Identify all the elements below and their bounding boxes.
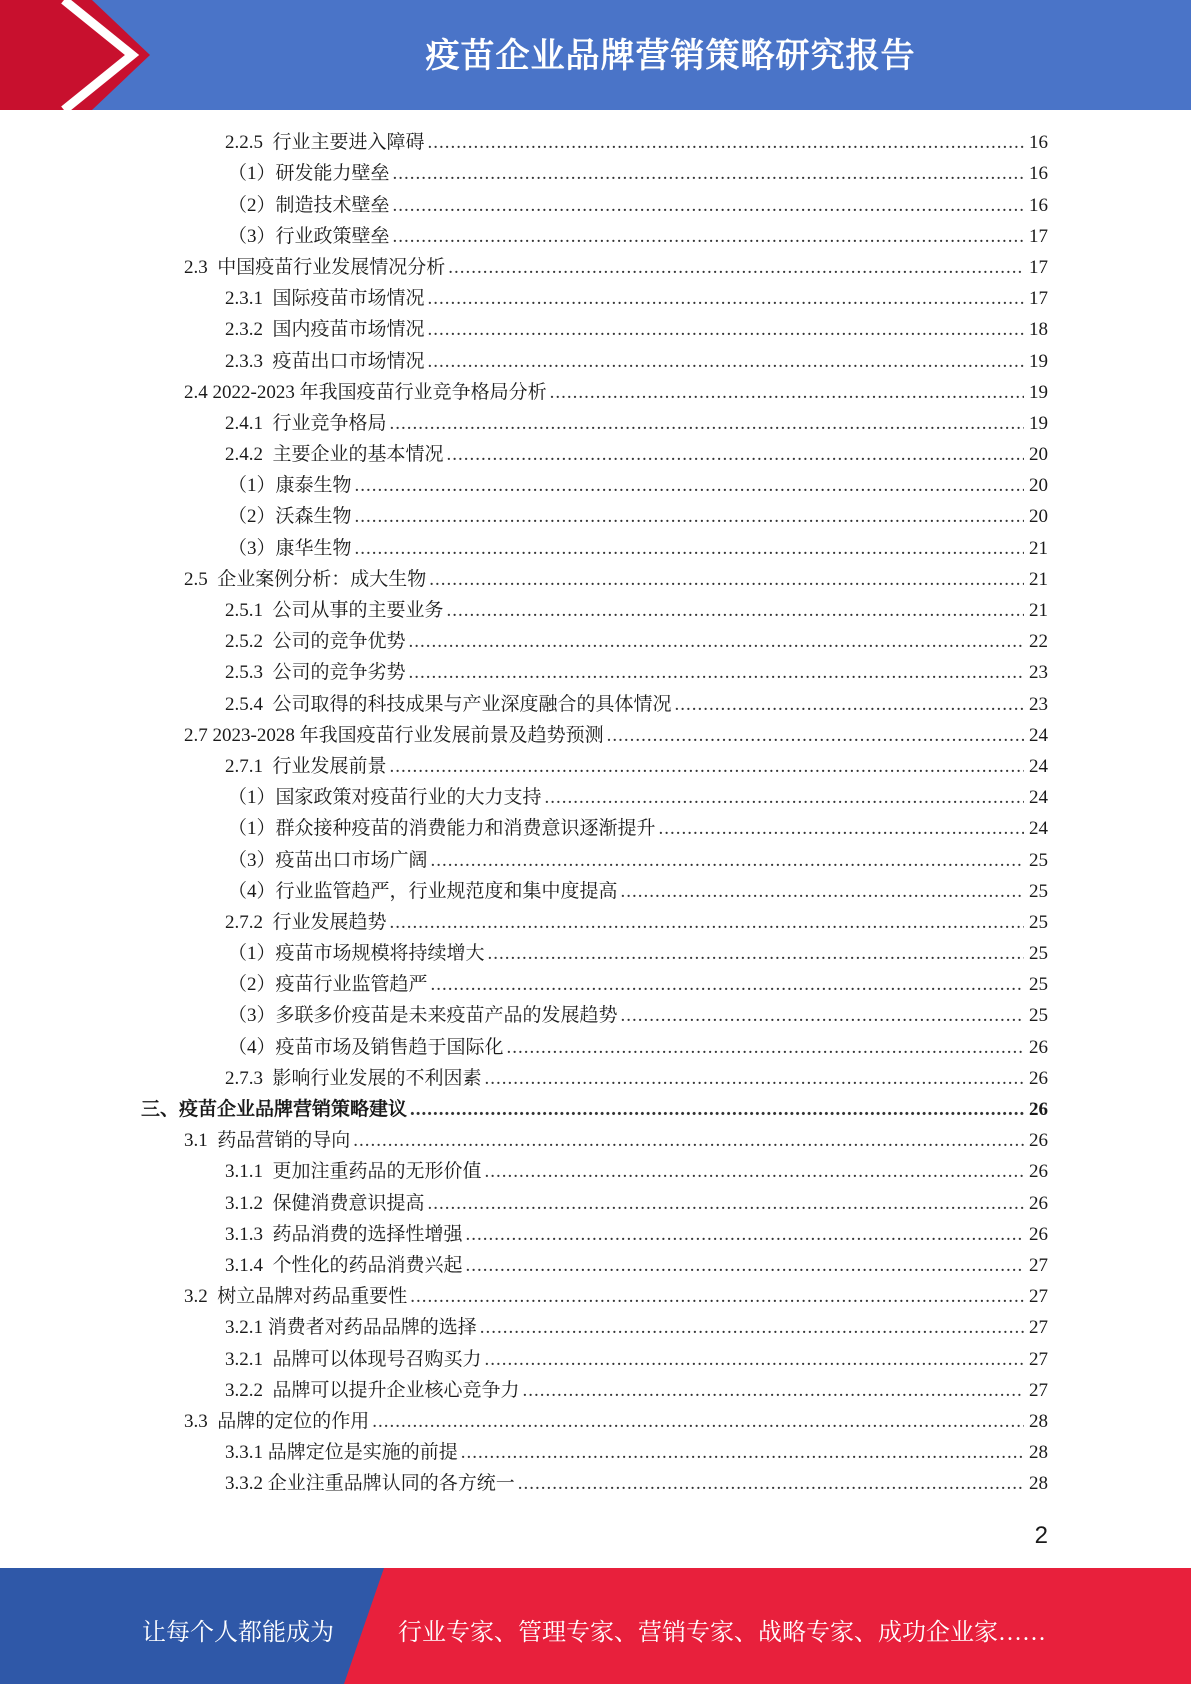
toc-dot-leader bbox=[507, 1037, 1024, 1059]
toc-entry-title: （1）研发能力壁垒 bbox=[228, 163, 390, 185]
toc-entry[interactable] bbox=[0, 159, 1191, 190]
toc-entry-page: 21 bbox=[1029, 568, 1048, 590]
toc-entry[interactable] bbox=[0, 877, 1191, 908]
toc-entry[interactable] bbox=[0, 1126, 1191, 1157]
toc-dot-leader bbox=[485, 1161, 1024, 1183]
toc-entry[interactable] bbox=[0, 440, 1191, 471]
toc-dot-leader bbox=[393, 163, 1024, 185]
toc-entry[interactable] bbox=[0, 1220, 1191, 1251]
toc-entry-title: 3.2.1 消费者对药品品牌的选择 bbox=[225, 1317, 477, 1339]
toc-entry-title: 3.1 药品营销的导向 bbox=[184, 1130, 351, 1152]
toc-entry-title: 2.4.2 主要企业的基本情况 bbox=[225, 444, 444, 466]
toc-entry[interactable] bbox=[0, 222, 1191, 253]
toc-entry-title: （1）国家政策对疫苗行业的大力支持 bbox=[228, 787, 542, 809]
toc-entry-page: 28 bbox=[1029, 1473, 1048, 1495]
toc-entry[interactable] bbox=[0, 1188, 1191, 1219]
toc-dot-leader bbox=[675, 694, 1024, 716]
page-footer bbox=[0, 1568, 1191, 1684]
toc-entry[interactable] bbox=[0, 1313, 1191, 1344]
toc-dot-leader bbox=[355, 475, 1024, 497]
toc-entry-page: 25 bbox=[1029, 849, 1048, 871]
toc-entry-title: 3.1.1 更加注重药品的无形价值 bbox=[225, 1161, 482, 1183]
toc-entry[interactable] bbox=[0, 284, 1191, 315]
toc-entry-page: 19 bbox=[1029, 381, 1048, 403]
toc-dot-leader bbox=[372, 1411, 1024, 1433]
toc-entry-title: （3）多联多价疫苗是未来疫苗产品的发展趋势 bbox=[228, 1005, 618, 1027]
toc-entry-page: 26 bbox=[1029, 1223, 1048, 1245]
toc-entry-page: 25 bbox=[1029, 911, 1048, 933]
toc-entry[interactable] bbox=[0, 190, 1191, 221]
toc-entry-page: 24 bbox=[1029, 787, 1048, 809]
toc-entry-page: 26 bbox=[1029, 1067, 1048, 1089]
toc-entry-title: 2.3.2 国内疫苗市场情况 bbox=[225, 319, 425, 341]
toc-entry[interactable] bbox=[0, 1469, 1191, 1500]
toc-entry-title: （4）疫苗市场及销售趋于国际化 bbox=[228, 1036, 504, 1058]
table-of-contents bbox=[0, 128, 1191, 1500]
page-title: 疫苗企业品牌营销策略研究报告 bbox=[425, 36, 916, 76]
toc-entry-title: 3.2 树立品牌对药品重要性 bbox=[184, 1286, 408, 1308]
toc-entry-title: 3.1.2 保健消费意识提高 bbox=[225, 1192, 425, 1214]
toc-entry-page: 24 bbox=[1029, 818, 1048, 840]
toc-entry[interactable] bbox=[0, 908, 1191, 939]
toc-dot-leader bbox=[431, 974, 1024, 996]
toc-entry[interactable] bbox=[0, 752, 1191, 783]
toc-entry-page: 28 bbox=[1029, 1410, 1048, 1432]
toc-dot-leader bbox=[550, 382, 1024, 404]
toc-entry-title: （3）康华生物 bbox=[228, 537, 352, 559]
toc-entry[interactable] bbox=[0, 1157, 1191, 1188]
toc-dot-leader bbox=[390, 912, 1024, 934]
toc-dot-leader bbox=[523, 1380, 1024, 1402]
toc-entry-title: 3.2.1 品牌可以体现号召购买力 bbox=[225, 1348, 482, 1370]
toc-dot-leader bbox=[431, 850, 1024, 872]
toc-dot-leader bbox=[410, 1286, 1024, 1308]
toc-entry[interactable] bbox=[0, 128, 1191, 159]
toc-entry-title: 2.3.3 疫苗出口市场情况 bbox=[225, 350, 425, 372]
toc-entry-page: 21 bbox=[1029, 600, 1048, 621]
toc-entry-title: 2.5 企业案例分析：成大生物 bbox=[184, 568, 427, 590]
toc-entry-title: 2.7.1 行业发展前景 bbox=[225, 755, 387, 777]
toc-entry-page: 26 bbox=[1029, 1036, 1048, 1058]
toc-dot-leader bbox=[409, 662, 1024, 684]
footer-slogan-right: 行业专家、管理专家、营销专家、战略专家、成功企业家…… bbox=[398, 1620, 1046, 1646]
toc-dot-leader bbox=[428, 288, 1024, 310]
toc-entry-page: 17 bbox=[1029, 225, 1048, 247]
toc-dot-leader bbox=[488, 943, 1024, 965]
toc-entry-page: 26 bbox=[1029, 1099, 1048, 1120]
toc-entry-title: 3.3.2 企业注重品牌认同的各方统一 bbox=[225, 1473, 515, 1495]
toc-dot-leader bbox=[428, 132, 1024, 154]
toc-entry[interactable] bbox=[0, 1001, 1191, 1032]
toc-entry-title: （1）疫苗市场规模将持续增大 bbox=[228, 943, 485, 965]
toc-dot-leader bbox=[393, 195, 1024, 217]
toc-entry-page: 27 bbox=[1029, 1348, 1048, 1370]
toc-entry[interactable] bbox=[0, 814, 1191, 845]
toc-entry-page: 16 bbox=[1029, 163, 1048, 185]
toc-entry[interactable] bbox=[0, 1438, 1191, 1469]
toc-entry-page: 26 bbox=[1029, 1161, 1048, 1183]
toc-dot-leader bbox=[390, 413, 1024, 435]
toc-entry-page: 19 bbox=[1029, 412, 1048, 434]
toc-entry-page: 27 bbox=[1029, 1379, 1048, 1401]
toc-entry[interactable] bbox=[0, 627, 1191, 658]
toc-entry[interactable] bbox=[0, 253, 1191, 284]
toc-entry-page: 17 bbox=[1029, 256, 1048, 278]
toc-entry-title: 2.4 2022-2023 年我国疫苗行业竞争格局分析 bbox=[184, 381, 547, 403]
toc-entry-title: （1）群众接种疫苗的消费能力和消费意识逐渐提升 bbox=[228, 818, 656, 840]
toc-entry-title: 2.5.4 公司取得的科技成果与产业深度融合的具体情况 bbox=[225, 693, 672, 715]
toc-entry-page: 19 bbox=[1029, 350, 1048, 372]
toc-entry[interactable] bbox=[0, 596, 1191, 627]
toc-entry[interactable] bbox=[0, 658, 1191, 689]
toc-dot-leader bbox=[466, 1255, 1024, 1277]
toc-entry[interactable] bbox=[0, 533, 1191, 564]
toc-entry-page: 16 bbox=[1029, 132, 1048, 154]
toc-entry-title: 2.3.1 国际疫苗市场情况 bbox=[225, 288, 425, 310]
page-header bbox=[0, 0, 1191, 110]
toc-dot-leader bbox=[353, 1130, 1024, 1152]
toc-dot-leader bbox=[355, 538, 1024, 560]
toc-dot-leader bbox=[429, 569, 1024, 591]
toc-dot-leader bbox=[607, 725, 1024, 747]
toc-dot-leader bbox=[390, 756, 1024, 778]
toc-entry[interactable] bbox=[0, 939, 1191, 970]
toc-dot-leader bbox=[447, 600, 1024, 622]
toc-entry[interactable] bbox=[0, 378, 1191, 409]
toc-entry-page: 25 bbox=[1029, 943, 1048, 965]
toc-entry-page: 26 bbox=[1029, 1130, 1048, 1152]
toc-entry[interactable] bbox=[0, 1064, 1191, 1095]
toc-dot-leader bbox=[428, 319, 1024, 341]
toc-entry-title: 2.3 中国疫苗行业发展情况分析 bbox=[184, 256, 446, 278]
toc-dot-leader bbox=[621, 1005, 1024, 1027]
toc-entry-title: 3.3 品牌的定位的作用 bbox=[184, 1410, 370, 1432]
toc-entry-title: 3.1.4 个性化的药品消费兴起 bbox=[225, 1254, 463, 1276]
toc-dot-leader bbox=[410, 1099, 1024, 1121]
toc-entry-title: 2.5.2 公司的竞争优势 bbox=[225, 631, 406, 653]
header-red-chevron bbox=[0, 0, 160, 110]
toc-entry[interactable] bbox=[0, 565, 1191, 596]
toc-entry-page: 23 bbox=[1029, 693, 1048, 715]
toc-entry[interactable] bbox=[0, 471, 1191, 502]
toc-entry-title: （2）沃森生物 bbox=[228, 506, 352, 528]
toc-entry-page: 24 bbox=[1029, 755, 1048, 777]
toc-entry-title: 2.4.1 行业竞争格局 bbox=[225, 412, 387, 434]
toc-entry-title: （1）康泰生物 bbox=[228, 475, 352, 497]
toc-dot-leader bbox=[409, 631, 1024, 653]
toc-entry[interactable] bbox=[0, 1032, 1191, 1063]
toc-entry[interactable] bbox=[0, 1251, 1191, 1282]
toc-entry-page: 25 bbox=[1029, 1005, 1048, 1027]
toc-entry-title: 2.7 2023-2028 年我国疫苗行业发展前景及趋势预测 bbox=[184, 724, 604, 746]
toc-entry-title: （2）制造技术壁垒 bbox=[228, 194, 390, 216]
toc-dot-leader bbox=[480, 1317, 1024, 1339]
toc-entry-page: 25 bbox=[1029, 974, 1048, 996]
toc-entry-page: 17 bbox=[1029, 288, 1048, 310]
toc-entry-page: 25 bbox=[1029, 880, 1048, 902]
toc-entry-page: 16 bbox=[1029, 194, 1048, 216]
toc-entry-page: 20 bbox=[1029, 444, 1048, 466]
toc-entry-title: 2.5.3 公司的竞争劣势 bbox=[225, 662, 406, 684]
toc-entry-page: 22 bbox=[1029, 631, 1048, 653]
toc-entry[interactable] bbox=[0, 1095, 1191, 1126]
toc-entry[interactable] bbox=[0, 315, 1191, 346]
toc-entry[interactable] bbox=[0, 1344, 1191, 1375]
toc-entry[interactable] bbox=[0, 970, 1191, 1001]
toc-dot-leader bbox=[518, 1473, 1024, 1495]
toc-entry-title: 2.2.5 行业主要进入障碍 bbox=[225, 132, 425, 154]
toc-entry[interactable] bbox=[0, 689, 1191, 720]
toc-entry-page: 24 bbox=[1029, 724, 1048, 746]
toc-entry[interactable] bbox=[0, 1376, 1191, 1407]
toc-dot-leader bbox=[448, 257, 1024, 279]
toc-entry-page: 20 bbox=[1029, 475, 1048, 497]
toc-dot-leader bbox=[428, 1193, 1024, 1215]
toc-dot-leader bbox=[621, 881, 1024, 903]
toc-entry-page: 23 bbox=[1029, 662, 1048, 684]
toc-entry-page: 27 bbox=[1029, 1254, 1048, 1276]
toc-entry-title: 三、疫苗企业品牌营销策略建议 bbox=[141, 1099, 408, 1120]
toc-entry-title: 2.7.2 行业发展趋势 bbox=[225, 911, 387, 933]
toc-entry[interactable] bbox=[0, 1407, 1191, 1438]
toc-dot-leader bbox=[461, 1442, 1024, 1464]
toc-entry-title: （4）行业监管趋严，行业规范度和集中度提高 bbox=[228, 880, 618, 902]
toc-entry-title: 3.1.3 药品消费的选择性增强 bbox=[225, 1223, 463, 1245]
toc-dot-leader bbox=[485, 1068, 1024, 1090]
toc-entry-title: 3.2.2 品牌可以提升企业核心竞争力 bbox=[225, 1379, 520, 1401]
toc-entry-page: 26 bbox=[1029, 1192, 1048, 1214]
toc-dot-leader bbox=[355, 506, 1024, 528]
page-number: 2 bbox=[1034, 1522, 1048, 1549]
toc-entry-page: 20 bbox=[1029, 506, 1048, 528]
toc-entry[interactable] bbox=[0, 346, 1191, 377]
toc-entry-page: 28 bbox=[1029, 1442, 1048, 1464]
toc-dot-leader bbox=[545, 787, 1024, 809]
toc-dot-leader bbox=[447, 444, 1024, 466]
toc-entry-page: 27 bbox=[1029, 1286, 1048, 1308]
toc-entry-title: 3.3.1 品牌定位是实施的前提 bbox=[225, 1442, 458, 1464]
toc-entry-page: 27 bbox=[1029, 1317, 1048, 1339]
toc-entry[interactable] bbox=[0, 502, 1191, 533]
toc-entry-title: 2.5.1 公司从事的主要业务 bbox=[225, 600, 444, 621]
toc-entry[interactable] bbox=[0, 721, 1191, 752]
toc-dot-leader bbox=[466, 1224, 1024, 1246]
toc-entry-title: 2.7.3 影响行业发展的不利因素 bbox=[225, 1067, 482, 1089]
toc-entry-title: （2）疫苗行业监管趋严 bbox=[228, 974, 428, 996]
toc-entry-page: 18 bbox=[1029, 319, 1048, 341]
toc-dot-leader bbox=[393, 226, 1024, 248]
toc-entry[interactable] bbox=[0, 409, 1191, 440]
toc-dot-leader bbox=[659, 818, 1024, 840]
toc-entry[interactable] bbox=[0, 783, 1191, 814]
toc-dot-leader bbox=[428, 351, 1024, 373]
footer-slogan-left: 让每个人都能成为 bbox=[142, 1620, 334, 1646]
toc-entry[interactable] bbox=[0, 1282, 1191, 1313]
toc-entry-title: （3）疫苗出口市场广阔 bbox=[228, 849, 428, 871]
toc-dot-leader bbox=[485, 1349, 1024, 1371]
toc-entry-page: 21 bbox=[1029, 537, 1048, 559]
toc-entry[interactable] bbox=[0, 845, 1191, 876]
toc-entry-title: （3）行业政策壁垒 bbox=[228, 225, 390, 247]
